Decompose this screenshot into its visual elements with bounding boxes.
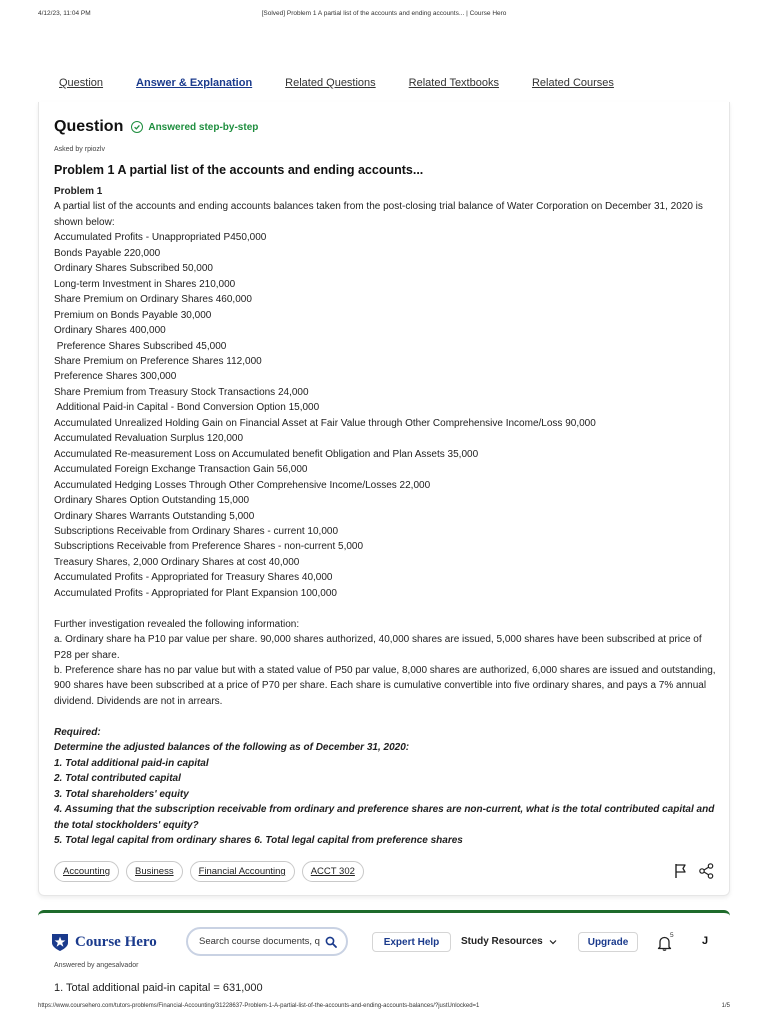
expert-help-button[interactable]: Expert Help	[372, 932, 451, 952]
question-heading-title: Question	[54, 118, 124, 135]
check-circle-icon	[131, 121, 143, 133]
account-line: Ordinary Shares 400,000	[54, 325, 166, 337]
print-document-title: [Solved] Problem 1 A partial list of the accounts and ending accounts... | Course Hero	[261, 10, 507, 17]
tag-acct-302[interactable]: ACCT 302	[302, 861, 364, 882]
top-navbar	[38, 922, 730, 962]
account-line: Accumulated Profits - Appropriated for Plant Expansion 100,000	[54, 587, 337, 599]
notification-count: 5	[670, 932, 674, 939]
tag-list	[54, 861, 364, 882]
account-line: Preference Shares 300,000	[54, 371, 177, 383]
problem-label: Problem 1	[54, 186, 103, 197]
tab-answer-explanation[interactable]: Answer & Explanation	[136, 77, 253, 89]
account-line: Ordinary Shares Subscribed 50,000	[54, 263, 213, 275]
account-line: Treasury Shares, 2,000 Ordinary Shares at cost 40,000	[54, 556, 300, 568]
avatar[interactable]: J	[702, 935, 709, 947]
notifications-button[interactable]	[657, 932, 675, 952]
account-line: Premium on Bonds Payable 30,000	[54, 309, 212, 321]
tab-related-textbooks[interactable]: Related Textbooks	[408, 77, 499, 89]
print-date: 4/12/23, 11:04 PM	[38, 10, 91, 17]
further-info-a: a. Ordinary share ha P10 par value per share. 90,000 shares authorized, 40,000 shares are issued, 5,000 shares have been subscribed at price of P28 per share.	[54, 634, 702, 661]
account-line: Subscriptions Receivable from Ordinary Shares - current 10,000	[54, 525, 339, 537]
account-line: Accumulated Re-measurement Loss on Accumulated benefit Obligation and Plan Assets 35,000	[54, 448, 479, 460]
question-body	[54, 184, 716, 848]
account-line: Bonds Payable 220,000	[54, 247, 161, 259]
account-line: Additional Paid-in Capital - Bond Conversion Option 15,000	[54, 402, 320, 414]
required-item: 3. Total shareholders' equity	[54, 788, 189, 800]
print-header	[38, 10, 730, 22]
account-line: Accumulated Profits - Appropriated for Treasury Shares 40,000	[54, 572, 333, 584]
star-shield-icon	[50, 932, 70, 952]
search-icon[interactable]	[325, 936, 337, 948]
required-item: 1. Total additional paid-in capital	[54, 757, 209, 769]
account-line: Share Premium on Ordinary Shares 460,000	[54, 294, 252, 306]
required-item: 5. Total legal capital from ordinary shares 6. Total legal capital from preference shares	[54, 835, 463, 846]
search-box	[186, 927, 348, 956]
required-item: 4. Assuming that the subscription receivable from ordinary and preference shares are non-current, what is the total contributed capital and the total stockholders' equity?	[54, 804, 715, 831]
account-line: Accumulated Revaluation Surplus 120,000	[54, 433, 244, 445]
answered-by: Answered by angesalvador	[54, 962, 139, 969]
account-line: Long-term Investment in Shares 210,000	[54, 278, 236, 290]
tab-related-courses[interactable]: Related Courses	[531, 77, 614, 89]
further-info-b: b. Preference share has no par value but with a stated value of P50 par value, 8,000 shares are authorized, 6,000 shares are issued and outstanding, 900 shares have been subscribed at a price of P70 per share. Each share is cumulative convertible into five ordinary shares, and pays a 7% annual dividend. Dividends are not in arrears.	[54, 665, 716, 707]
account-line: Share Premium from Treasury Stock Transactions 24,000	[54, 386, 309, 398]
account-line: Accumulated Foreign Exchange Transaction Gain 56,000	[54, 464, 308, 476]
required-item: Determine the adjusted balances of the following as of December 31, 2020:	[54, 742, 410, 754]
flag-icon[interactable]	[674, 863, 688, 879]
answer-first-line: 1. Total additional paid-in capital = 631,000	[54, 982, 263, 994]
tag-financial-accounting[interactable]: Financial Accounting	[190, 861, 295, 882]
chevron-down-icon	[549, 938, 557, 946]
question-heading	[54, 118, 258, 136]
study-resources-label: Study Resources	[461, 936, 543, 947]
account-line: Accumulated Profits - Unappropriated P450,000	[54, 232, 267, 244]
problem-intro: A partial list of the accounts and ending accounts balances taken from the post-closing trial balance of Water Corporation on December 31, 2020 is shown below:	[54, 201, 703, 228]
required-label: Required:	[54, 726, 101, 738]
account-line: Ordinary Shares Option Outstanding 15,000	[54, 495, 250, 507]
spacer	[54, 709, 716, 724]
account-line: Ordinary Shares Warrants Outstanding 5,000	[54, 510, 255, 522]
tab-related-questions[interactable]: Related Questions	[285, 77, 376, 89]
problem-title: Problem 1 A partial list of the accounts and ending accounts...	[54, 163, 424, 177]
tag-accounting[interactable]: Accounting	[54, 861, 119, 882]
share-icon[interactable]	[699, 863, 714, 879]
required-item: 2. Total contributed capital	[54, 773, 181, 785]
section-tabs	[59, 77, 614, 89]
upgrade-button[interactable]: Upgrade	[578, 932, 638, 952]
account-line: Subscriptions Receivable from Preference Shares - non-current 5,000	[54, 541, 364, 553]
spacer	[54, 601, 716, 616]
further-intro: Further investigation revealed the following information:	[54, 618, 300, 630]
account-line: Accumulated Hedging Losses Through Other Comprehensive Income/Losses 22,000	[54, 479, 431, 491]
print-page-number: 1/5	[721, 1003, 730, 1009]
tab-question[interactable]: Question	[59, 77, 104, 89]
account-line: Preference Shares Subscribed 45,000	[54, 340, 227, 352]
asked-by: Asked by rpiozlv	[54, 146, 105, 153]
tag-business[interactable]: Business	[126, 861, 183, 882]
print-footer	[38, 1003, 730, 1013]
course-hero-logo[interactable]	[50, 932, 157, 952]
answered-status: Answered step-by-step	[148, 121, 259, 133]
search-input[interactable]	[199, 936, 323, 947]
study-resources-menu[interactable]	[461, 936, 557, 947]
account-line: Accumulated Unrealized Holding Gain on Financial Asset at Fair Value through Other Comprehensive Income/Loss 90,000	[54, 417, 596, 429]
logo-text: Course Hero	[75, 933, 157, 950]
print-url: https://www.coursehero.com/tutors-problems/Financial-Accounting/31228637-Problem-1-A-partial-list-of-the-accounts-and-ending-accounts-balances/?justUnlocked=1	[38, 1003, 480, 1009]
account-line: Share Premium on Preference Shares 112,000	[54, 355, 262, 367]
